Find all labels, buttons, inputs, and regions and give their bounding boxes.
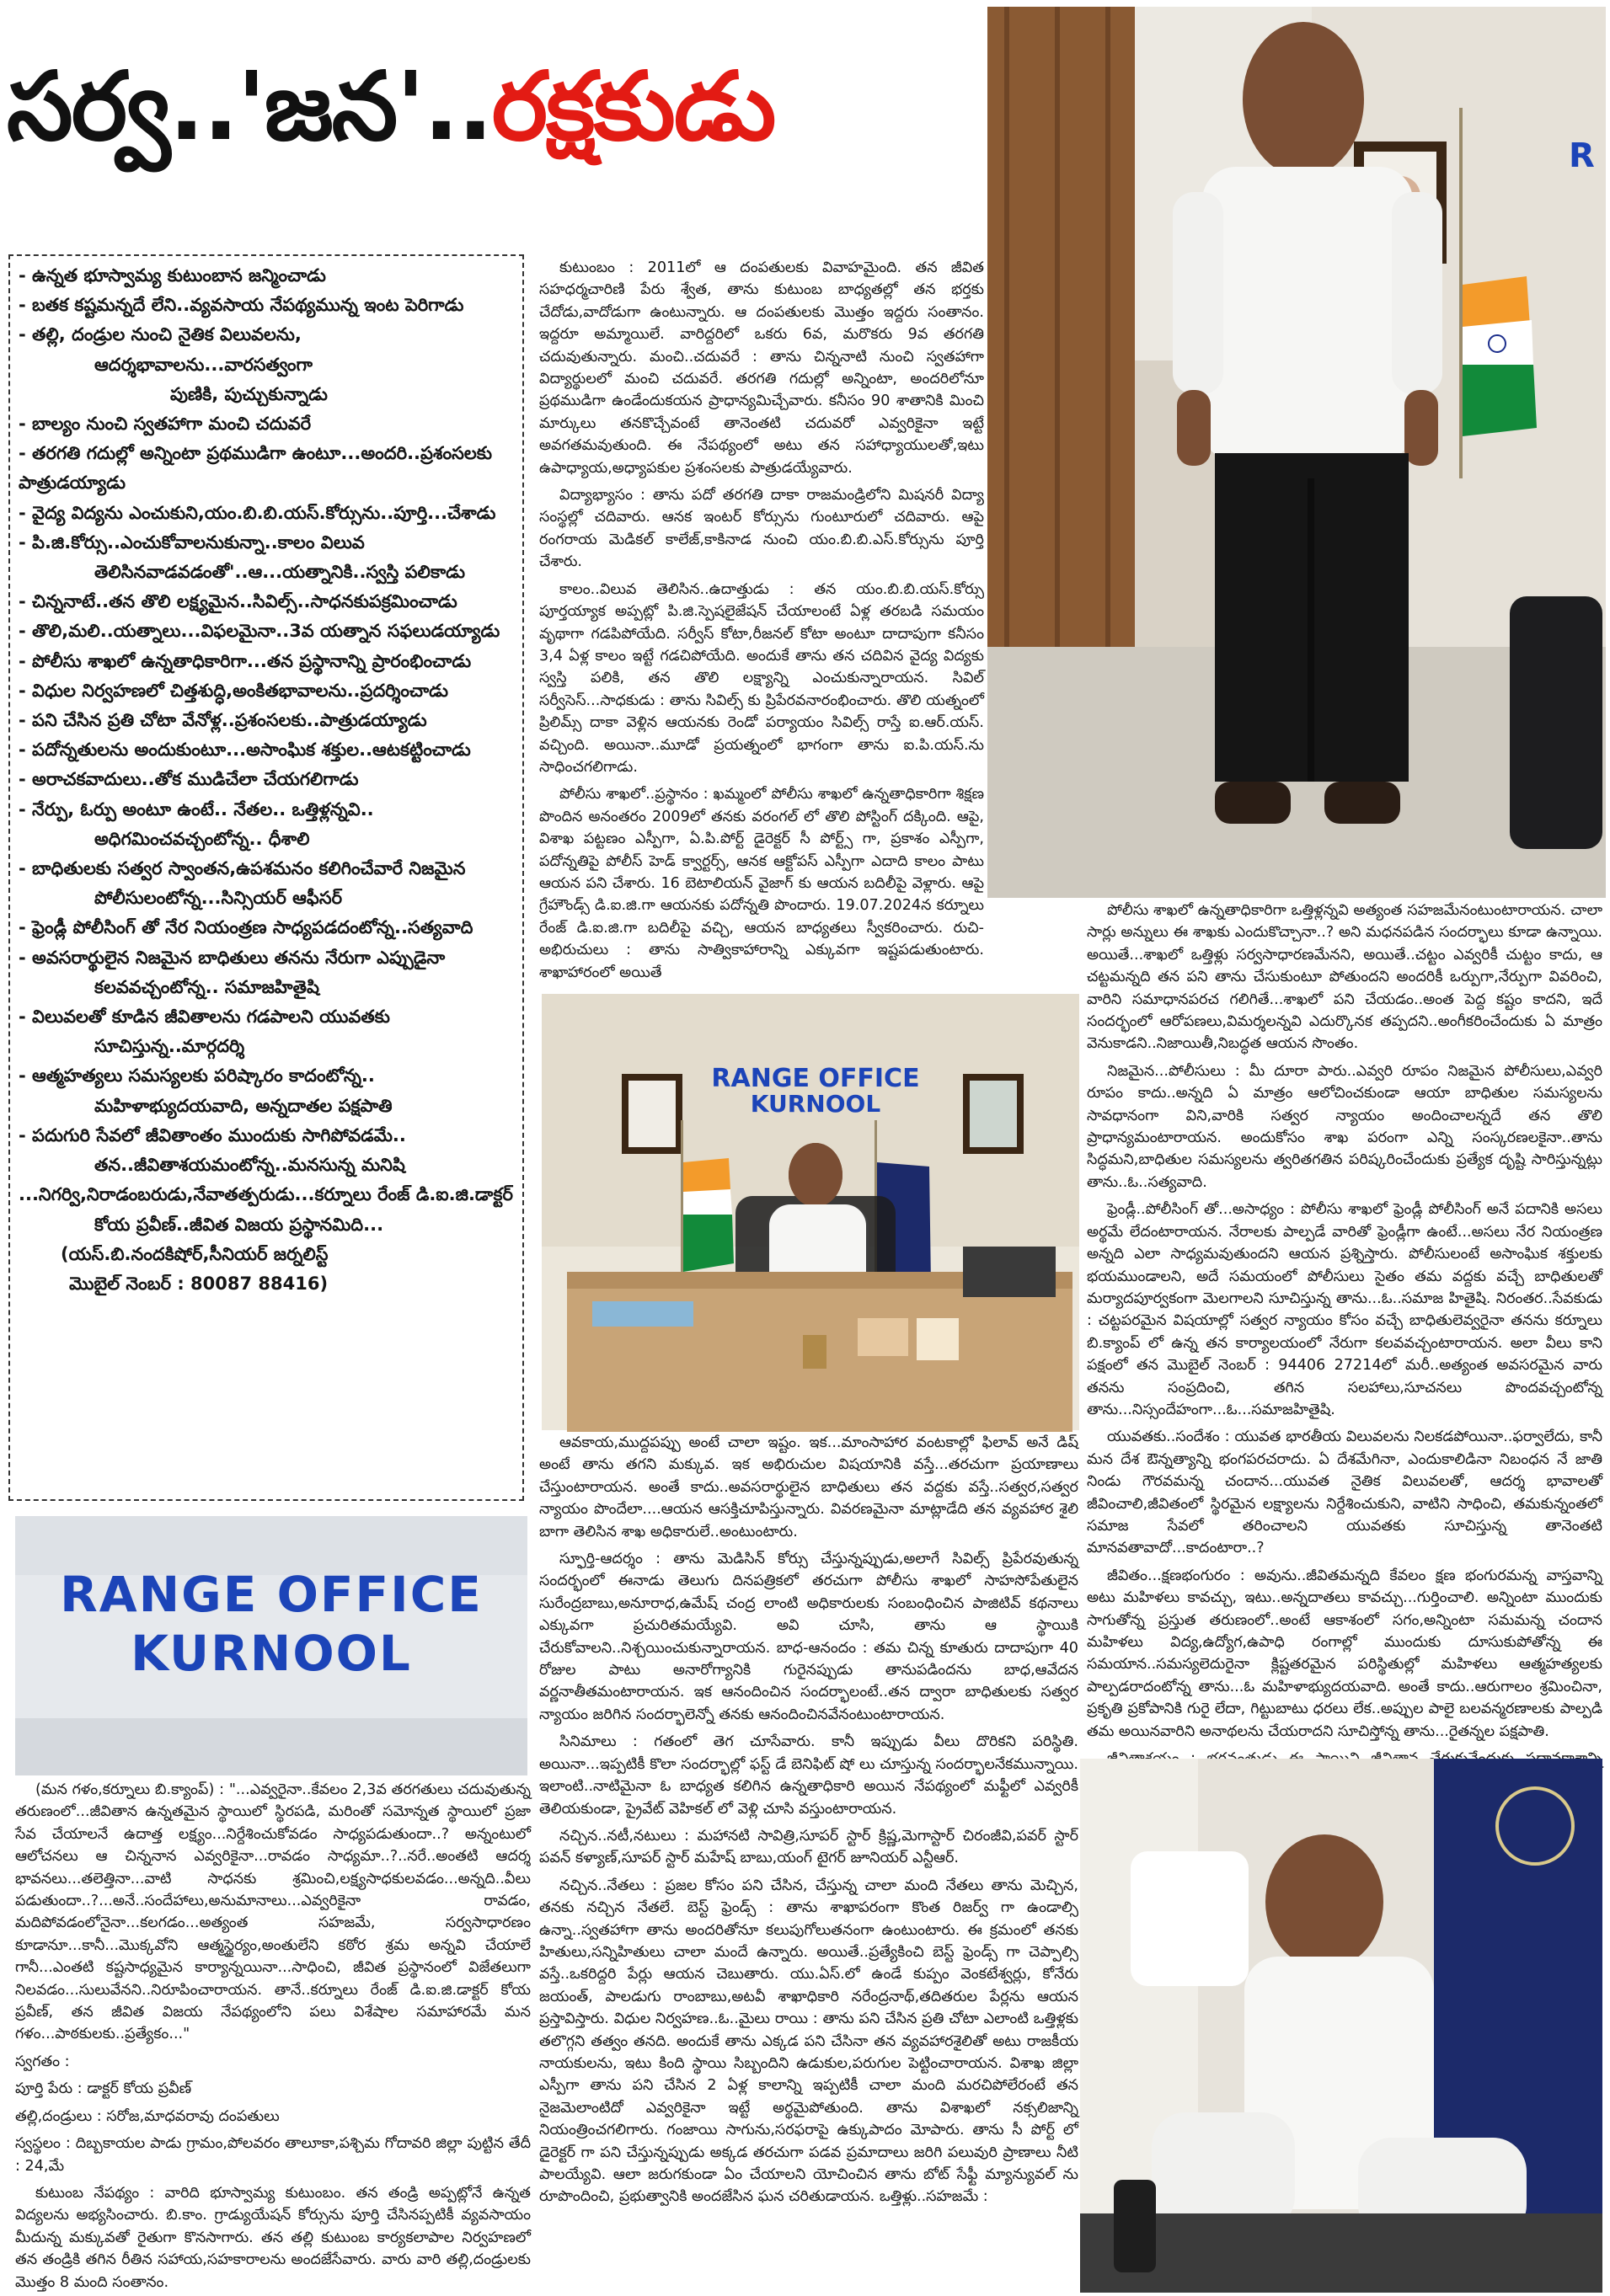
paragraph: స్వస్థలం : దిబ్బకాయల పాడు గ్రామం,పోలవరం తాలూకా,పశ్చిమ గోదావరి జిల్లా పుట్టిన తేదీ : 24,మే [15, 2135, 531, 2175]
highlight-line: అధిగమించవచ్చంటోన్న.. ధీశాలి [94, 828, 310, 849]
paragraph: పోలీసు శాఖలో ఉన్నతాధికారిగా ఒత్తిళ్లన్నవి అత్యంత సహజమేనంటుంటారాయన. చాలా సార్లు అన్నులు ఈ శాఖకు ఎందుకొచ్చానా..? అని మధనపడిన సందర్భాలు కూడా ఉన్నాయి. అయితే...శాఖలో ఒత్తిళ్లు సర్వసాధారణమేనని, అయితే..చట్టం ఎవ్వరికీ చుట్టం కాదు, ఆ చట్టమన్నది తన పని తాను చేసుకుంటూ పోతుందని అందరికీ ఒర్పుగా,నేర్పుగా వివరించి, వారిని సమాధానపరచ గలిగితే...శాఖలో పని చేయడం..అంత పెద్ద కష్టం కాదని, ఇదే సందర్భంలో ఆరోపణలు,విమర్శలన్నవి ఎదుర్కొనక తప్పదని..అంగీకరించేందుకు ఏ మాత్రం వెనుకాడని..నిజాయితీ,నిబద్ధత ఆయన సొంతం. [1087, 902, 1602, 1053]
article-column-left-bottom [15, 1779, 531, 2294]
highlight-line: కోయ ప్రవీణ్..జీవిత విజయ ప్రస్థానమిది... [94, 1214, 384, 1235]
highlight-line: పోలీసులంటోన్న...సిన్సియర్ ఆఫీసర్ [94, 888, 343, 909]
photo-range-office-desk [542, 994, 1079, 1430]
highlight-line: - చిన్ననాటే..తన తొలి లక్ష్యమైన..సివిల్స్..సాధనకుపక్రమించాడు [19, 591, 457, 612]
photo-officer-standing [987, 7, 1606, 898]
highlight-line: పుణికి, పుచ్చుకున్నాడు [170, 383, 328, 404]
highlight-line: - విలువలతో కూడిన జీవితాలను గడపాలని యువతకు [19, 1007, 390, 1028]
highlight-line: కలవవచ్చంటోన్న.. సమాజహితైషి [94, 976, 319, 997]
paragraph: జీవితం...క్షణభంగురం : అవును..జీవితమన్నది కేవలం క్షణ భంగురమన్న వాస్తవాన్ని అటు మహిళలు కావచ్చు, ఇటు..అన్నదాతలు కావచ్చు...గుర్తించాలి. అన్నింటా ముందుకు సాగుతోన్న ప్రస్తుత తరుణంలో..అంటే ఆకాశంలో సగం,అన్నింటా సమమన్న చందాన మహిళలు విద్య,ఉద్యోగ,ఉపాధి రంగాల్లో ముందుకు దూసుకుపోతోన్న ఈ సమయాన..సమస్యలెదురైనా క్లిష్టతరమైన పరిస్థితుల్లో మహిళలు ఆత్మహత్యలకు పాల్పడరాదంటోన్న తాను...ఓ మహిళాభ్యుదయవాది. అంతే కాదు..ఆరుగాలం శ్రమించినా, ప్రకృతి ప్రకోపానికి గురై లేదా, గిట్టుబాటు ధరలు లేక..అప్పుల పాలై బలవన్మరణాలకు పాల్పడి తమ అయినవారిని అనాథలను చేయరాదని సూచిస్తోన్న తాను...రైతన్నల పక్షపాతి. [1087, 1567, 1602, 1740]
highlight-line: - తరగతి గదుల్లో అన్నింటా ప్రథముడిగా ఉంటూ...అందరి..ప్రశంసలకు [19, 443, 493, 464]
paragraph: నచ్చిన..నేతలు : ప్రజల కోసం పని చేసిన, చేస్తున్న చాలా మంది నేతలు తాను మెచ్చిన, తనకు నచ్చిన నేతలే. బెస్ట్ ఫ్రెండ్స్ : తాను శాఖాపరంగా కొంత రిజర్వ్ గా ఉండాల్సి ఉన్నా..స్వతహాగా తాను అందరితోనూ కలుపుగోలుతనంగా ఉంటుంటారు. ఈ క్రమంలో తనకు హితులు,సన్నిహితులు చాలా మందే ఉన్నారు. అయితే..ప్రత్యేకించి బెస్ట్ ఫ్రెండ్స్ గా చెప్పాల్సి వస్తే..ఒకరిద్దరి పేర్లు ఆయన చెబుతారు. యు.ఏస్.లో ఉండే కుప్పం వెంకటేశ్వర్లు, కోనేరు జయంత్, పాలడుగు రాంబాబు,అటవీ శాఖాధికారి నరేంద్రనాథ్,తదితరుల పేర్లను ఆయన ప్రస్తావిస్తారు. విధుల నిర్వహణ..ఓ..మైలు రాయి : తాను పని చేసిన ప్రతి చోటా ఎలాంటి ఒత్తిళ్లకు తలొగ్గని తత్వం తనది. అందుకే తాను ఎక్కడ పని చేసినా తన వ్యవహారశైలితో అటు రాజకీయ నాయకులను, ఇటు కింది స్థాయి సిబ్బందిని ఉడుకుల,పరుగుల పెట్టించారాయన. విశాఖ జిల్లా ఎస్పీగా తాను పని చేసిన 2 ఏళ్ల కాలాన్ని ఇప్పటికీ చాలా మంది మరచిపోలేరంటే తన నైజమెలాంటిదో ఎవ్వరికైనా ఇట్టే అర్థమైపోతుంది. తాను విశాఖలో నక్సలిజాన్ని నియంత్రించగలిగారు. గంజాయి సాగును,సరఫరాపై ఉక్కుపాదం మోపారు. తాను సీ పోర్ట్ లో డైరెక్టర్ గా పని చేస్తున్నప్పుడు అక్కడ తరచుగా పడవ ప్రమాదాలు జరిగి పలువురి ప్రాణాలు నీటి పాలయ్యేవి. ఆలా జరుగకుండా ఏం చేయాలని యోచించిన తాను బోట్ సేఫ్టీ మ్యాన్యువల్ ను రూపొందించి, ప్రభుత్వానికి అందజేసిన ఘన చరితుడాయన. ఒత్తిళ్లు..సహజమే : [539, 1877, 1078, 2206]
highlight-line: - విధుల నిర్వహణలో చిత్తశుద్ధి,అంకితభావాలను..ప్రదర్శించాడు [19, 680, 448, 701]
highlight-line: - పోలీసు శాఖలో ఉన్నతాధికారిగా...తన ప్రస్థానాన్ని ప్రారంభించాడు [19, 650, 472, 671]
highlight-line: - ఉన్నత భూస్వామ్య కుటుంబాన జన్మించాడు [19, 265, 326, 286]
paragraph: సినిమాలు : గతంలో తెగ చూసేవారు. కానీ ఇప్పుడు వీలు దొరికని పరిస్థితి. అయినా...ఇప్పటికీ కొలా సందర్భాల్లో ఫస్ట్ డే బెనిఫిట్ షో లు చూస్తున్న సందర్భాలనేకమున్నాయి. ఇలాంటి..నాటిమైనా ఓ బాధ్యత కలిగిన ఉన్నతాధికారి అయిన నేపథ్యంలో మఫ్టీలో ఎవ్వరికీ తెలియకుండా, ప్రైవేట్ వెహికల్ లో వెళ్లి చూసి వస్తుంటారాయన. [539, 1733, 1078, 1818]
highlight-line: ...నిగర్వి,నిరాడంబరుడు,నేవాతత్పరుడు...కర్నూలు రేంజ్ డి.ఐ.జి.డాక్టర్ [19, 1184, 513, 1205]
highlight-line: - పదుగురి సేవలో జీవితాంతం ముందుకు సాగిపోవడమే.. [19, 1124, 406, 1145]
highlight-line: - పని చేసిన ప్రతి చోటా వేనోళ్ల..ప్రశంసలకు..పాత్రుడయ్యాడు [19, 710, 427, 731]
photo-range-office-banner [15, 1516, 527, 1775]
highlight-line: పాత్రుడయ్యాడు [19, 473, 126, 494]
highlight-line: తెలిసినవాడవడంతో'..ఆ...యత్నానికి..స్వస్తి పలికాడు [94, 562, 465, 583]
headline-part-red: రక్షకుడు [491, 52, 775, 162]
highlight-line: సూచిస్తున్న..మార్గదర్శి [94, 1036, 245, 1057]
byline-mobile: మొబైల్ నెంబర్ : 80087 88416) [69, 1273, 329, 1294]
article-column-right [1087, 900, 1602, 1740]
paragraph: నిజమైన...పోలీసులు : మీ దూరా పారు..ఎవ్వరి రూపం నిజమైన పోలీసులు,ఎవ్వరి రూపం కాదు..అన్నది ఏ మాత్రం ఆలోచించకుండా ఆయా బాధితుల సమస్యలను సావధానంగా విని,వారికి సత్వర న్యాయం అందించాలన్నదే తన తొలి ప్రాధాన్యమంటారాయన. అందుకోసం శాఖ పరంగా ఎన్ని సంస్కరణలకైనా..తాను సిద్ధమని,బాధితుల సమస్యలను త్వరితగతిన పరిష్కరించేందుకు ప్రత్యేక దృష్టి సారిస్తున్నట్లు తాను..ఓ..సత్యవాది. [1087, 1062, 1602, 1191]
highlight-line: - అరాచకవాదులు..తోక ముడిచేలా చేయగలిగాడు [19, 769, 359, 790]
paragraph: యువతకు..సందేశం : యువత భారతీయ విలువలను నిలకడపోయినా..ఫర్వాలేదు, కానీ మన దేశ ఔన్నత్యాన్ని భంగపరచరాదు. ఏ దేశమేగినా, ఎందుకాలిడినా నిబంధన నే జాతి నిండు గౌరవమన్న చందాన...యువత నైతిక విలువలతో, ఆదర్శ భావాలతో జీవించాలి,జీవితంలో స్థిరమైన లక్ష్యాలను నిర్దేశించుకుని, వాటిని సాధించి, తమకున్నంతలో సమాజ సేవలో తరించాలని యువతకు సూచిస్తున్న తానెంతటి మానవతావాదో...కాదంటారా..? [1087, 1428, 1602, 1557]
headline [7, 44, 976, 170]
highlight-line: తన..జీవితాశయమంటోన్న..మనసున్న మనిషి [94, 1155, 405, 1176]
highlight-line: ఆదర్శభావాలను...వారసత్వంగా [94, 354, 313, 375]
paragraph: పోలీసు శాఖలో..ప్రస్థానం : ఖమ్మంలో పోలీసు శాఖలో ఉన్నతాధికారిగా శిక్షణ పొందిన అనంతరం 2009లో తనకు వరంగల్ లో తొలి పోస్టింగ్ దక్కింది. ఆపై, విశాఖ పట్టణం ఎస్పీగా, ఏ.పి.పోర్ట్ డైరెక్టర్ సీ పోర్ట్స్ గా, ప్రకాశం ఎస్పీగా, పదోన్నతిపై పోలీస్ హెడ్ క్వార్టర్స్, ఆనక ఆక్టోపస్ ఎస్పీగా ఎదాది కాలం పాటు ఆయన పని చేశారు. 16 బెటాలియన్ వైజాగ్ కు ఆయన బదిలీపై వెళ్లారు. ఆపై గ్రేహౌండ్స్ డి.ఐ.జి.గా ఆయనకు పదోన్నతి పొందారు. 19.07.2024న కర్నూలు రేంజ్ డి.ఐ.జి.గా బదిలీపై వచ్చి, ఆయన బాధ్యతలు స్వీకరించారు. రుచి-అభిరుచులు : తాను సాత్వికాహారాన్ని ఎక్కువగా ఇష్టపడుతుంటారు. శాఖాహారంలో అయితే [539, 786, 984, 981]
article-column-middle-top [539, 257, 984, 985]
highlight-line: - బాధితులకు సత్వర స్వాంతన,ఉపశమనం కలిగించేవారే నిజమైన [19, 858, 466, 879]
paragraph: కుటుంబం : 2011లో ఆ దంపతులకు వివాహమైంది. తన జీవిత సహధర్మచారిణి పేరు శ్వేత, తాను కుటుంబ బాధ్యతల్లో తన భర్తకు చేదోడు,వాదోడుగా ఉంటున్నారు. ఆ దంపతులకు మొత్తం ఇద్దరు సంతానం. ఇద్దరూ అమ్మాయిలే. వారిద్దరిలో ఒకరు 6వ, మరొకరు 9వ తరగతి చదువుతున్నారు. మంచి..చదువరే : తాను చిన్ననాటి నుంచి స్వతహాగా విద్యార్థులలో మంచి చదువరే. తరగతి గదుల్లో అన్నింటా, అందరిలోనూ ప్రథముడిగా ఉండేందుకయన ప్రాధాన్యమిచ్చేవారు. కనీసం 90 శాతానికి మించి మార్కులు తనకొచ్చేవంటే తానెంతటి చదువరో ఎవ్వరికైనా ఇట్టే అవగతమవుతుంది. ఈ నేపథ్యంలో అటు తన సహాధ్యాయులతో,ఇటు ఉపాధ్యాయ,అధ్యాపకుల ప్రశంసలకు పాత్రుడయ్యేవారు. [539, 259, 984, 477]
byline: (యస్.బి.నందకిషోర్,సీనియర్ జర్నలిస్ట్ [61, 1243, 329, 1264]
highlight-line: - అవసరార్థులైన నిజమైన బాధితులు తనను నేరుగా ఎప్పుడైనా [19, 947, 446, 968]
paragraph: స్వగతం : [15, 2053, 70, 2070]
highlight-line: - ఆత్మహత్యలు సమస్యలకు పరిష్కారం కాదంటోన్న.. [19, 1065, 375, 1087]
paragraph: ఫ్రెండ్లీ..పోలీసింగ్ తో...అసాధ్యం : పోలీసు శాఖలో ఫ్రెండ్లీ పోలీసింగ్ అనే పదానికి అసలు అర్థమే లేదంటారాయన. నేరాలకు పాల్పడే వారితో ఫ్రెండ్లీగా ఉంటే...అసలు నేర నియంత్రణ అన్నది ఎలా సాధ్యమవుతుందని ఆయన ప్రశ్నిస్తారు. పోలీసులంటే అసాంఘిక శక్తులకు భయముండాలని, అదే సమయంలో పోలీసులు సైతం తమ వద్దకు వచ్చే బాధితులతో మర్యాదపూర్వకంగా మెలగాలని సూచిస్తున్న తాను...ఓ..సమాజ హితైషి. నిరంతర..సేవకుడు : చట్టపరమైన విషయాల్లో సత్వర న్యాయం కోసం వచ్చే బాధితులెవ్వరైనా తనను కర్నూలు బి.క్యాంప్ లో ఉన్న తన కార్యాలయంలో నేరుగా కలవవచ్చంటారాయన. అలా వీలు కాని పక్షంలో తన మొబైల్ నెంబర్ : 94406 27214లో మరీ..అత్యంత అవసరమైన వారు తనను సంప్రదించి, తగిన సలహాలు,సూచనలు పొందవచ్చంటోన్న తాను...నిస్సందేహంగా...ఓ...సమాజహితైషి. [1087, 1201, 1602, 1418]
banner-line-1: RANGE OFFICE [60, 1566, 483, 1623]
photo-officer-seated [1080, 1759, 1602, 2293]
paragraph: స్ఫూర్తి-ఆదర్శం : తాను మెడిసిన్ కోర్సు చేస్తున్నప్పుడు,అలాగే సివిల్స్ ప్రిపేరవుతున్న సందర్భంలో ఈనాడు తెలుగు దినపత్రికలో తరచుగా పోలీసు శాఖలో సాహసోపేతులైన సురేంద్రబాబు,అనూరాధ,ఉమేష్ చంద్ర లాంటి అధికారులకు సంబంధించిన పాజిటివ్ కథనాలు ఎక్కువగా ప్రచురితమయ్యేవి. అవి చూసి, తాను ఆ స్థాయికి చేరుకోవాలని..నిశ్చయించుకున్నారాయన. బాధ-ఆనందం : తమ చిన్న కూతురు దాదాపుగా 40 రోజుల పాటు అనారోగ్యానికి గురైనప్పుడు తానుపడిందను బాధ,ఆవేదన వర్ణనాతీతమంటారాయన. ఇక ఆనందించిన సందర్భాలంటే..తన ద్వారా బాధితులకు సత్వర న్యాయం జరిగిన సందర్భాలెన్నో తనకు ఆనందించినవేనంటుంటారాయన. [539, 1551, 1078, 1723]
paragraph: పూర్తి పేరు : డాక్టర్ కోయ ప్రవీణ్ [15, 2080, 192, 2098]
highlight-line: - తల్లి, దండ్రుల నుంచి నైతిక విలువలను, [19, 324, 302, 345]
highlight-line: మహిళాభ్యుదయవాది, అన్నదాతల పక్షపాతి [94, 1095, 393, 1116]
highlight-line: - పి.జి.కోర్సు..ఎంచుకోవాలనుకున్నా..కాలం విలువ [19, 531, 365, 553]
highlight-line: - పదోన్నతులను అందుకుంటూ...అసాంఘిక శక్తుల..ఆటకట్టించాడు [19, 740, 471, 761]
highlight-line: - తొలి,మలి..యత్నాలు...విఫలమైనా..3వ యత్నాన సఫలుడయ్యాడు [19, 621, 500, 642]
svg-text:R: R [1569, 136, 1595, 175]
paragraph: కాలం..విలువ తెలిసిన..ఉదాత్తుడు : తన యం.బి.బి.యస్.కోర్సు పూర్తయ్యాక అప్పట్లో పి.జి.స్పెషలైజేషన్ చేయాలంటే ఏళ్ల తరబడి సమయం వృథాగా గడపిపోయేది. సర్వీస్ కోటా,రీజనల్ కోటా అంటూ దాదాపుగా కనీసం 3,4 ఏళ్ల కాలం ఇట్టే గడచిపోయేది. అందుకే తాను తన చదివిన వైద్య విద్యకు స్వస్తి పలికి, తన తొలి లక్ష్యాన్ని ఎంచుకున్నారాయన. సివిల్ సర్వీసెస్...సాధకుడు : తాను సివిల్స్ కు ప్రిపేరవనారంభించారు. తొలి యత్నంలో ప్రిలిమ్స్ దాకా వెళ్లిన ఆయనకు రెండో పర్యాయం సివిల్స్ రాస్తే ఐ.ఆర్.యస్. వచ్చింది. అయినా..మూడో ప్రయత్నంలో భాగంగా తాను ఐ.పి.యస్.ను సాధించగలిగాడు. [539, 580, 984, 776]
desk-banner-line-2: KURNOOL [750, 1090, 881, 1118]
paragraph: తల్లి,దండ్రులు : సరోజ,మాధవరావు దంపతులు [15, 2107, 280, 2125]
highlight-line: - బాల్యం నుంచి స్వతహాగా మంచి చదువరే [19, 414, 312, 435]
highlights-box [8, 254, 524, 1501]
desk-banner-line-1: RANGE OFFICE [711, 1064, 920, 1093]
paragraph: (మన గళం,కర్నూలు బి.క్యాంప్) : "...ఎవ్వరైనా..కేవలం 2,3వ తరగతులు చదువుతున్న తరుణంలో...జీవితాన ఉన్నతమైన స్థాయిలో స్థిరపడి, మరింతో సమోన్నత స్థాయిలో ప్రజా సేవ చేయాలనే ఉదాత్త లక్ష్యం...నిర్దేశించుకోవడం సాధ్యపడుతుందా..? అన్నంటులో ఆలోచనలు ఆ చిన్ననాన ఎవ్వరికైనా...రావడం సాధ్యమా..?..నరే..అంతటి ఆదర్శ భావనలు...తలెత్తినా...వాటి సాధనకు శ్రమించి,లక్ష్యసాధకులవడం...అన్నది..వీలు పడుతుందా..?...అనే..సందేహాలు,అనుమానాలు...ఎవ్వరికైనా రావడం, మదిపోవడంలోనైనా...కలగడం...అత్యంత సహజమే, సర్వసాధారణం కూడానూ...కానీ...మొక్కవోని ఆత్మస్థైర్యం,అంతులేని కఠోర శ్రమ అన్నవి చేయాలే గానీ...ఎంతటి కష్టసాధ్యమైన కార్యాన్నయినా...సాధించి, జీవిత ప్రస్థానంలో విజేతలుగా నిలవడం...సులువేనని..నిరూపించారాయన. తానే..కర్నూలు రేంజ్ డి.ఐ.జి.డాక్టర్ కోయ ప్రవీణ్, తన జీవిత విజయ నేపథ్యంలోని పలు విశేషాల సమాహారమే మన గళం...పాఠకులకు..ప్రత్యేకం..." [15, 1781, 531, 2043]
banner-line-2: KURNOOL [131, 1625, 412, 1682]
highlight-line: - వైద్య విద్యను ఎంచుకుని,యం.బి.బి.యస్.కోర్సును..పూర్తి...చేశాడు [19, 502, 496, 523]
highlight-line: - బతక కష్టమన్నదే లేని..వ్యవసాయ నేపథ్యమున్న ఇంట పెరిగాడు [19, 295, 464, 316]
headline-part-black: సర్వ..'జన'.. [7, 52, 492, 162]
paragraph: విద్యాభ్యాసం : తాను పదో తరగతి దాకా రాజమండ్రిలోని మిషనరీ విద్యా సంస్థల్లో చదివారు. ఆనక ఇంటర్ కోర్సును గుంటూరులో చదివారు. ఆపై రంగరాయ మెడికల్ కాలేజ్,కాకినాడ నుంచి యం.బి.బి.ఎస్.కోర్సును పూర్తి చేశారు. [539, 487, 984, 571]
article-column-middle-bottom [539, 1432, 1078, 2294]
highlight-line: - నేర్పు, ఓర్పు అంటూ ఉంటే.. నేతల.. ఒత్తిళ్లన్నవి.. [19, 798, 374, 820]
paragraph: కుటుంబ నేపథ్యం : వారిది భూస్వామ్య కుటుంబం. తన తండ్రి అప్పట్లోనే ఉన్నత విద్యలను అభ్యసించారు. బి.కాం. గ్రాడ్యుయేషన్ కోర్సును పూర్తి చేసినప్పటికీ వ్యవసాయం మీదున్న మక్కువతో రైతుగా కొనసాగారు. తన తల్లి కుటుంబ కార్యకలాపాల నిర్వహణలో తన తండ్రికి తగిన రీతిన సహాయ,సహకారాలను అందజేసేవారు. వారు వారి తల్లి,దండ్రులకు మొత్తం 8 మంది సంతానం. [15, 2184, 531, 2291]
highlight-line: - ఫ్రెండ్లీ పోలీసింగ్ తో నేర నియంత్రణ సాధ్యపడదంటోన్న..సత్యవాది [19, 917, 473, 938]
paragraph: నచ్చిన..నటీ,నటులు : మహానటి సావిత్రి,సూపర్ స్టార్ క్రిష్ణ,మెగాస్టార్ చిరంజీవి,పవర్ స్టార్ పవన్ కళ్యాణ్,సూపర్ స్టార్ మహేష్ బాబు,యంగ్ టైగర్ జూనియర్ ఎన్టీఆర్. [539, 1827, 1078, 1867]
paragraph: ఆవకాయ,ముద్దపప్పు అంటే చాలా ఇష్టం. ఇక...మాంసాహార వంటకాల్లో ఫిలావ్ అనే డిష్ అంటే తాను తగని మక్కువ. ఇక అభిరుచుల విషయానికి వస్తే...తరచుగా ప్రయాణాలు చేస్తుంటారాయన. అంతే కాదు..అవసరార్థులైన బాధితులు తన వద్దకు వస్తే..సత్వర,సత్వర న్యాయం పొందేలా....ఆయన ఆసక్తిచూపిస్తున్నారు. వివరణమైనా మాట్లాడేది తన వ్యవహార శైలి బాగా తెలిసిన శాఖ అధికారులే..అంటుంటారు. [539, 1434, 1078, 1540]
